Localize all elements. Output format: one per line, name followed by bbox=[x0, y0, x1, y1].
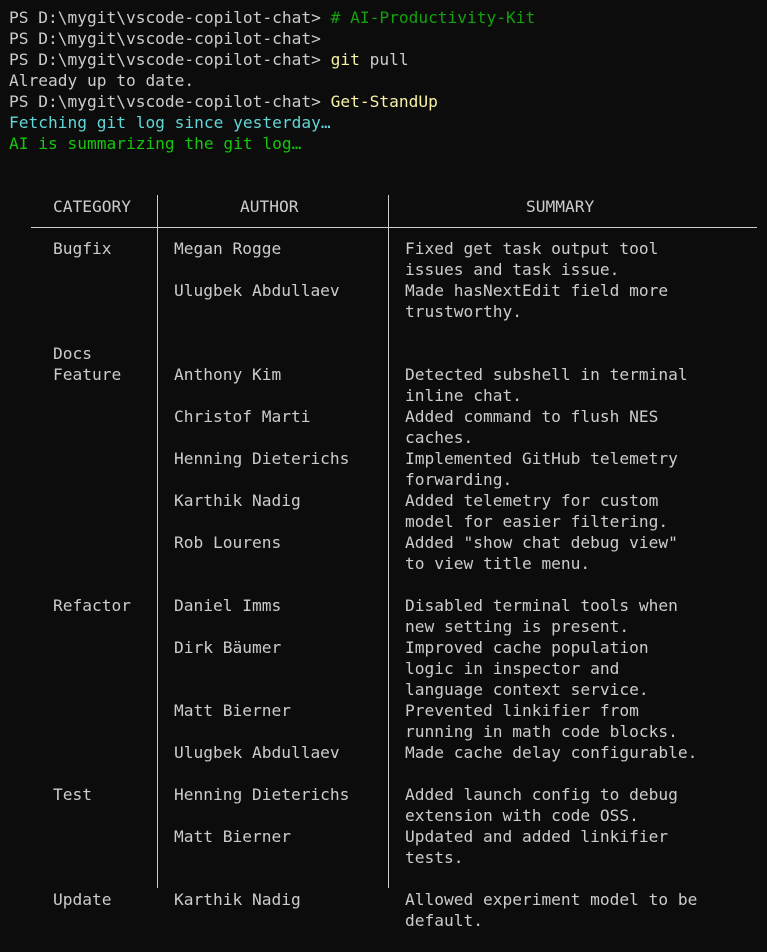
command-line-2 bbox=[9, 28, 759, 49]
summary-cell: model for easier filtering. bbox=[405, 512, 669, 531]
header-category: CATEGORY bbox=[53, 197, 131, 216]
author-cell: Christof Marti bbox=[174, 407, 311, 426]
author-cell: Matt Bierner bbox=[174, 701, 291, 720]
command-text: # AI-Productivity-Kit bbox=[330, 8, 536, 27]
category-cell: Update bbox=[53, 890, 112, 909]
command-output: Already up to date. bbox=[9, 71, 195, 90]
category-cell: Refactor bbox=[53, 596, 131, 615]
status-summarizing: AI is summarizing the git log… bbox=[9, 134, 302, 153]
summary-cell: forwarding. bbox=[405, 470, 513, 489]
summary-cell: language context service. bbox=[405, 680, 649, 699]
prompt: PS D:\mygit\vscode-copilot-chat> bbox=[9, 8, 331, 27]
author-cell: Ulugbek Abdullaev bbox=[174, 743, 340, 762]
category-group bbox=[0, 889, 767, 952]
category-cell: Bugfix bbox=[53, 239, 112, 258]
summary-cell: Detected subshell in terminal bbox=[405, 365, 688, 384]
author-cell: Megan Rogge bbox=[174, 239, 282, 258]
author-cell: Henning Dieterichs bbox=[174, 449, 350, 468]
author-cell: Henning Dieterichs bbox=[174, 785, 350, 804]
category-group bbox=[0, 343, 767, 364]
summary-cell: Disabled terminal tools when bbox=[405, 596, 678, 615]
table-header bbox=[0, 196, 767, 228]
author-cell: Dirk Bäumer bbox=[174, 638, 282, 657]
summary-cell: issues and task issue. bbox=[405, 260, 620, 279]
category-group bbox=[0, 784, 767, 889]
command-line-3 bbox=[9, 49, 759, 70]
category-group bbox=[0, 595, 767, 784]
author-cell: Daniel Imms bbox=[174, 596, 282, 615]
header-summary: SUMMARY bbox=[526, 197, 595, 216]
prompt: PS D:\mygit\vscode-copilot-chat> bbox=[9, 29, 331, 48]
summary-cell: default. bbox=[405, 911, 483, 930]
summary-cell: Prevented linkifier from bbox=[405, 701, 639, 720]
summary-cell: Improved cache population bbox=[405, 638, 649, 657]
header-author: AUTHOR bbox=[240, 197, 299, 216]
summary-cell: Updated and added linkifier bbox=[405, 827, 669, 846]
category-group bbox=[0, 364, 767, 595]
author-cell: Matt Bierner bbox=[174, 827, 291, 846]
author-cell: Anthony Kim bbox=[174, 365, 282, 384]
category-cell: Test bbox=[53, 785, 92, 804]
summary-cell: Added launch config to debug bbox=[405, 785, 678, 804]
summary-cell: Allowed experiment model to be bbox=[405, 890, 698, 909]
author-cell: Karthik Nadig bbox=[174, 491, 301, 510]
summary-cell: trustworthy. bbox=[405, 302, 522, 321]
summary-cell: Added "show chat debug view" bbox=[405, 533, 678, 552]
command-text: git bbox=[330, 50, 360, 69]
standup-table bbox=[0, 196, 767, 228]
summary-cell: new setting is present. bbox=[405, 617, 630, 636]
summary-cell: Made hasNextEdit field more bbox=[405, 281, 669, 300]
category-group bbox=[0, 238, 767, 343]
author-cell: Ulugbek Abdullaev bbox=[174, 281, 340, 300]
header-divider bbox=[31, 227, 757, 228]
prompt: PS D:\mygit\vscode-copilot-chat> bbox=[9, 92, 331, 111]
summary-cell: Made cache delay configurable. bbox=[405, 743, 698, 762]
command-text: Get-StandUp bbox=[330, 92, 438, 111]
summary-cell: inline chat. bbox=[405, 386, 522, 405]
table-body bbox=[0, 238, 767, 952]
summary-cell: Implemented GitHub telemetry bbox=[405, 449, 678, 468]
author-cell: Karthik Nadig bbox=[174, 890, 301, 909]
prompt: PS D:\mygit\vscode-copilot-chat> bbox=[9, 50, 331, 69]
category-cell: Feature bbox=[53, 365, 122, 384]
command-argument: pull bbox=[359, 50, 409, 69]
status-fetching: Fetching git log since yesterday… bbox=[9, 113, 331, 132]
summary-cell: running in math code blocks. bbox=[405, 722, 678, 741]
summary-cell: to view title menu. bbox=[405, 554, 591, 573]
author-cell: Rob Lourens bbox=[174, 533, 282, 552]
summary-cell: logic in inspector and bbox=[405, 659, 620, 678]
command-line-1 bbox=[9, 7, 759, 28]
command-line-5 bbox=[9, 91, 759, 112]
summary-cell: Added telemetry for custom bbox=[405, 491, 659, 510]
summary-cell: extension with code OSS. bbox=[405, 806, 639, 825]
terminal-output[interactable] bbox=[9, 7, 759, 154]
summary-cell: caches. bbox=[405, 428, 474, 447]
summary-cell: Added command to flush NES bbox=[405, 407, 659, 426]
summary-cell: tests. bbox=[405, 848, 464, 867]
summary-cell: Fixed get task output tool bbox=[405, 239, 659, 258]
category-cell: Docs bbox=[53, 344, 92, 363]
